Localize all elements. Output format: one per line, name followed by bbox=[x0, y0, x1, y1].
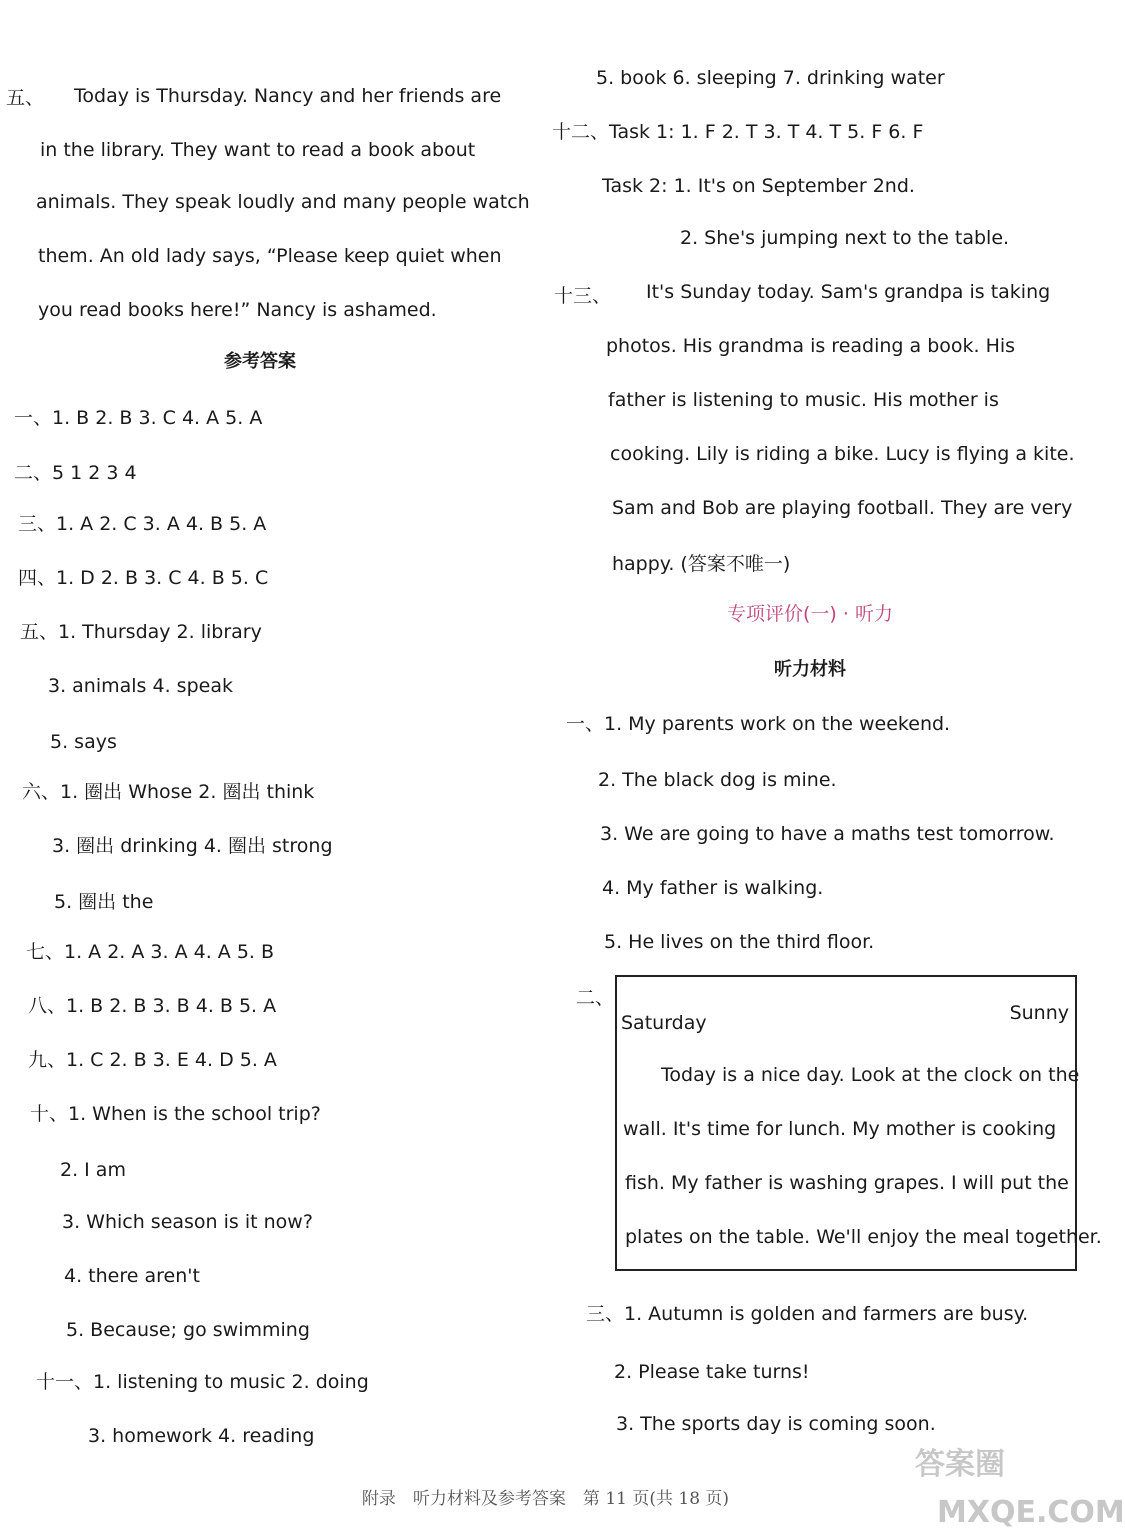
answer-row: 十二、Task 1: 1. F 2. T 3. T 4. T 5. F 6. F bbox=[552, 121, 924, 143]
answer-row: 2. She's jumping next to the table. bbox=[680, 227, 1010, 249]
material-title: 听力材料 bbox=[774, 659, 846, 680]
listening-line: 一、1. My parents work on the weekend. bbox=[566, 713, 951, 735]
answer-row: 2. I am bbox=[60, 1159, 126, 1181]
listening-line: 2. The black dog is mine. bbox=[598, 769, 837, 791]
passage13-line: cooking. Lily is riding a bike. Lucy is flying a kite. bbox=[610, 443, 1075, 465]
answer-row: 十、1. When is the school trip? bbox=[30, 1103, 321, 1125]
passage13-line: happy. (答案不唯一) bbox=[612, 553, 791, 575]
answers-title: 参考答案 bbox=[224, 351, 296, 372]
passage-line: them. An old lady says, “Please keep quiet when bbox=[38, 245, 502, 267]
answer-row: 七、1. A 2. A 3. A 4. A 5. B bbox=[26, 941, 275, 963]
watermark-logo: 答案圈 bbox=[915, 1447, 1005, 1482]
listening-line: 4. My father is walking. bbox=[602, 877, 824, 899]
answer-row: 5. book 6. sleeping 7. drinking water bbox=[596, 67, 945, 89]
listening-line: 2. Please take turns! bbox=[614, 1361, 810, 1383]
passage-line: Today is Thursday. Nancy and her friends are bbox=[74, 85, 502, 107]
listening-line: 5. He lives on the third floor. bbox=[604, 931, 875, 953]
answer-row: 八、1. B 2. B 3. B 4. B 5. A bbox=[28, 995, 277, 1017]
answer-row: 3. Which season is it now? bbox=[62, 1211, 313, 1233]
listening-line: 3. The sports day is coming soon. bbox=[616, 1413, 936, 1435]
diary-weather: Sunny bbox=[1009, 1002, 1069, 1024]
answer-row: 九、1. C 2. B 3. E 4. D 5. A bbox=[28, 1049, 277, 1071]
answer-row: Task 2: 1. It's on September 2nd. bbox=[602, 175, 915, 197]
listening-line: 三、1. Autumn is golden and farmers are busy. bbox=[586, 1303, 1029, 1325]
answer-row: 3. animals 4. speak bbox=[48, 675, 233, 697]
passage13-line: photos. His grandma is reading a book. His bbox=[606, 335, 1016, 357]
passage-number: 五、 bbox=[6, 87, 45, 109]
answer-row: 3. 圈出 drinking 4. 圈出 strong bbox=[52, 835, 333, 857]
answer-row: 二、5 1 2 3 4 bbox=[14, 462, 137, 484]
answer-row: 十一、1. listening to music 2. doing bbox=[36, 1371, 369, 1393]
passage13-number: 十三、 bbox=[554, 285, 612, 307]
passage-line: animals. They speak loudly and many people watch bbox=[36, 191, 530, 213]
answer-row: 5. says bbox=[50, 731, 117, 753]
section-title: 专项评价(一) · 听力 bbox=[727, 603, 893, 625]
diary-line: wall. It's time for lunch. My mother is cooking bbox=[623, 1118, 1057, 1140]
passage-line: you read books here!” Nancy is ashamed. bbox=[38, 299, 437, 321]
answer-row: 六、1. 圈出 Whose 2. 圈出 think bbox=[22, 781, 315, 803]
answer-row: 三、1. A 2. C 3. A 4. B 5. A bbox=[18, 513, 267, 535]
page-footer: 附录 听力材料及参考答案 第 11 页(共 18 页) bbox=[361, 1489, 730, 1509]
answer-row: 一、1. B 2. B 3. C 4. A 5. A bbox=[14, 407, 263, 429]
diary-day: Saturday bbox=[621, 1012, 707, 1034]
answer-row: 5. 圈出 the bbox=[54, 891, 154, 913]
diary-box bbox=[615, 975, 1102, 1271]
passage13-line: It's Sunday today. Sam's grandpa is taking bbox=[646, 281, 1051, 303]
answer-row: 5. Because; go swimming bbox=[66, 1319, 310, 1341]
answer-row: 4. there aren't bbox=[64, 1265, 200, 1287]
diary-line: fish. My father is washing grapes. I will put the bbox=[625, 1172, 1069, 1194]
passage13-line: father is listening to music. His mother is bbox=[608, 389, 999, 411]
passage-line: in the library. They want to read a book about bbox=[40, 139, 476, 161]
watermark-url: MXQE.COM bbox=[937, 1495, 1125, 1530]
passage13-line: Sam and Bob are playing football. They are very bbox=[612, 497, 1073, 519]
answer-row: 五、1. Thursday 2. library bbox=[20, 621, 262, 643]
answer-row: 3. homework 4. reading bbox=[88, 1425, 315, 1447]
part2-number: 二、 bbox=[576, 987, 615, 1009]
listening-line: 3. We are going to have a maths test tomorrow. bbox=[600, 823, 1055, 845]
answer-row: 四、1. D 2. B 3. C 4. B 5. C bbox=[18, 567, 269, 589]
diary-line: Today is a nice day. Look at the clock on the bbox=[661, 1064, 1080, 1086]
diary-line: plates on the table. We'll enjoy the meal together. bbox=[625, 1226, 1102, 1248]
